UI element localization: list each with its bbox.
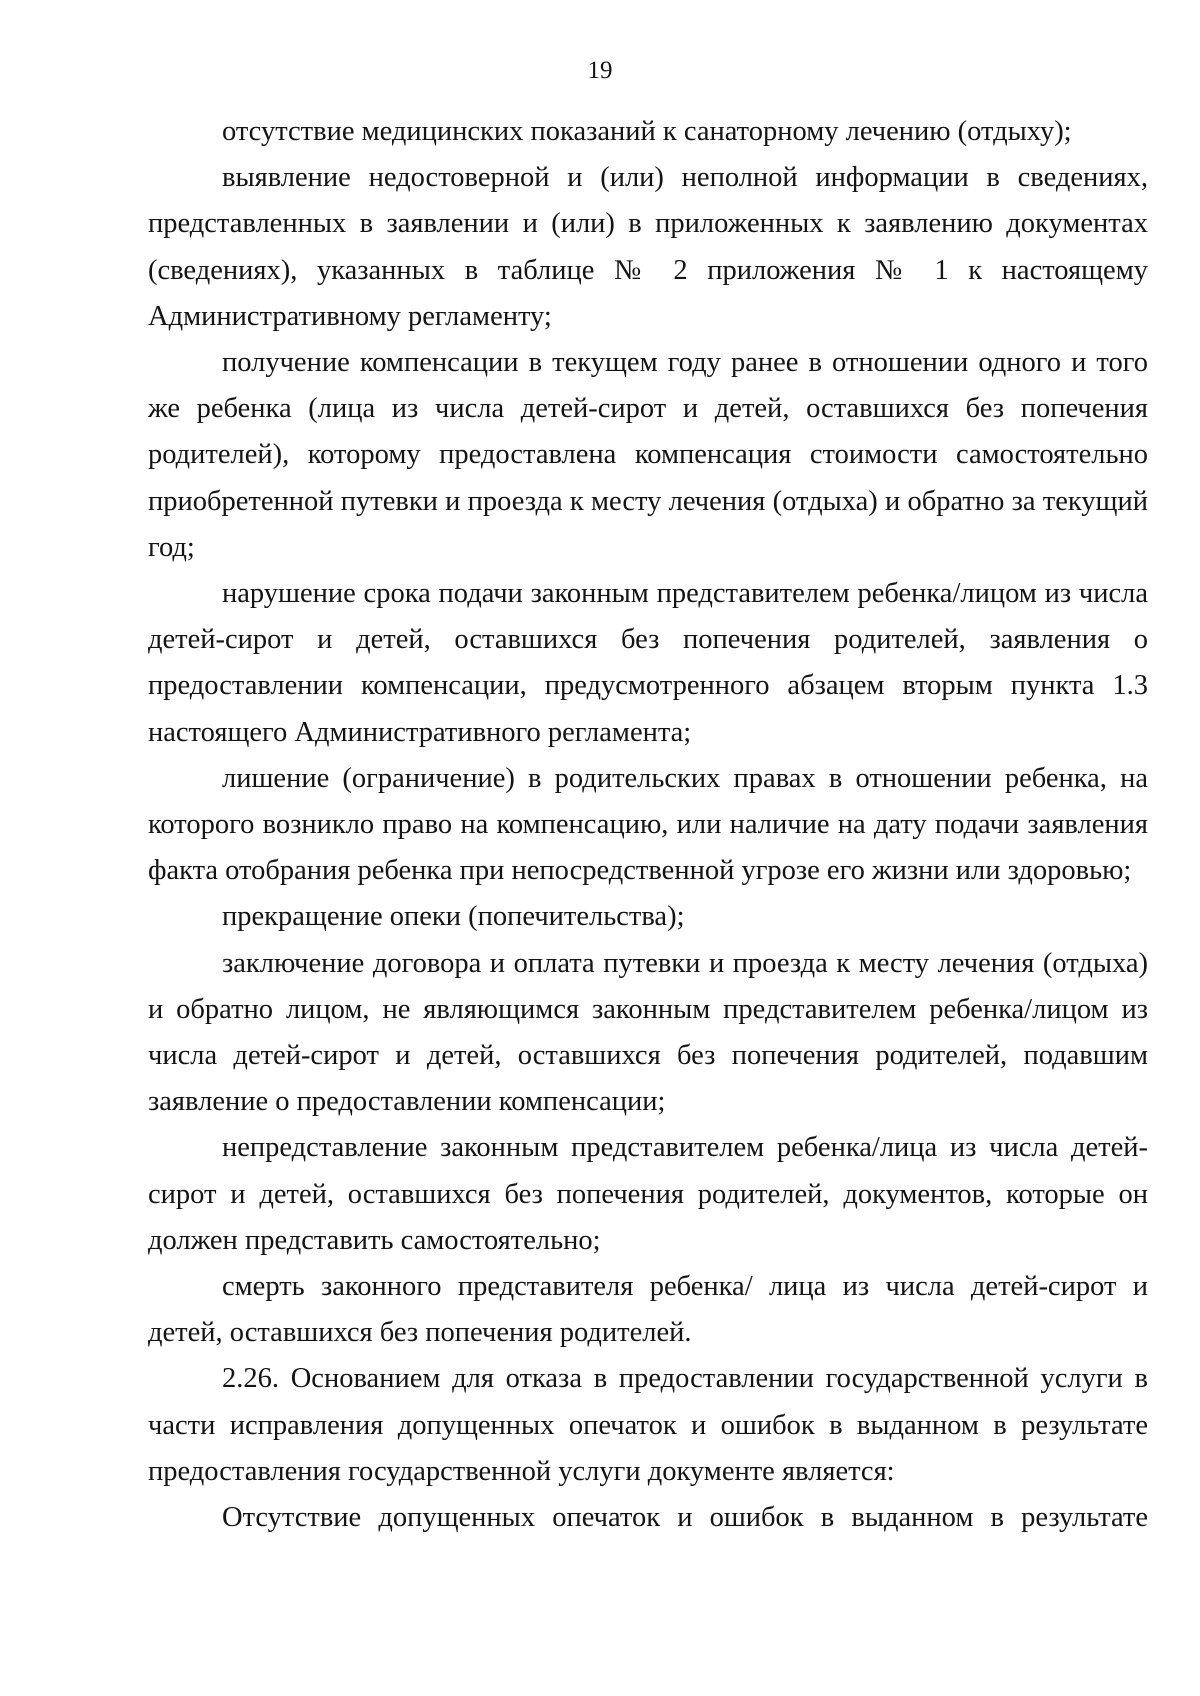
paragraph-documents-not-submitted: непредставление законным представителем ребенка/лица из числа детей-сирот и детей, оставшихся без попечения родителей, документов, которые он должен представить самостоятельно; bbox=[148, 1132, 1148, 1256]
paragraph-death-of-representative: смерть законного представителя ребенка/ лица из числа детей-сирот и детей, оставшихся без попечения родителей. bbox=[148, 1271, 1148, 1349]
paragraph-contract-by-other-person: заключение договора и оплата путевки и проезда к месту лечения (отдыха) и обратно лицом, не являющимся законным представителем ребенка/лицом из числа детей-сирот и детей, оставшихся без попечения родителей, подавшим заявление о предоставлении компенсации; bbox=[148, 947, 1148, 1118]
paragraph-deadline-violation: нарушение срока подачи законным представителем ребенка/лицом из числа детей-сирот и детей, оставшихся без попечения родителей, заявления о предоставлении компенсации, предусмотренного абзацем вторым пункта 1.3 настоящего Административного регламента; bbox=[148, 578, 1148, 748]
paragraph-no-errors: Отсутствие допущенных опечаток и ошибок в выданном в результате bbox=[222, 1502, 1148, 1534]
paragraph-no-medical-indications: отсутствие медицинских показаний к санаторному лечению (отдыху); bbox=[222, 116, 1072, 147]
document-body bbox=[148, 109, 1148, 1541]
page-number: 19 bbox=[587, 57, 613, 84]
paragraph-compensation-already-received: получение компенсации в текущем году ранее в отношении одного и того же ребенка (лица из числа детей-сирот и детей, оставшихся без попечения родителей), которому предоставлена компенсация стоимости самостоятельно приобретенной путевки и проезда к месту лечения (отдыха) и обратно за текущий год; bbox=[148, 347, 1148, 563]
paragraph-guardianship-termination: прекращение опеки (попечительства); bbox=[222, 901, 685, 933]
paragraph-parental-rights-deprivation: лишение (ограничение) в родительских правах в отношении ребенка, на которого возникло право на компенсацию, или наличие на дату подачи заявления факта отобрания ребенка при непосредственной угрозе его жизни или здоровью; bbox=[148, 762, 1148, 887]
paragraph-false-information: выявление недостоверной и (или) неполной информации в сведениях, представленных в заявлении и (или) в приложенных к заявлению документах (сведениях), указанных в таблице № 2 приложения № 1 к настоящему Административному регламенту; bbox=[148, 162, 1148, 332]
paragraph-section-2-26: 2.26. Основанием для отказа в предоставлении государственной услуги в части исправления допущенных опечаток и ошибок в выданном в результате предоставления государственной услуги документе является: bbox=[148, 1363, 1148, 1487]
